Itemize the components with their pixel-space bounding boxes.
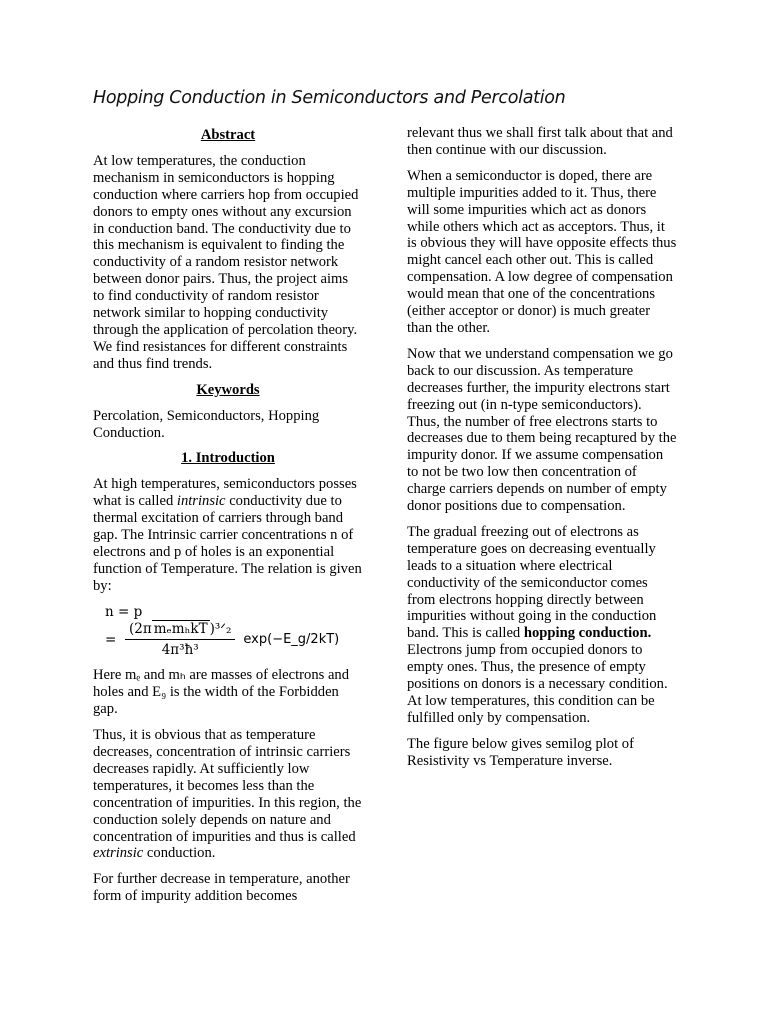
keywords-heading: Keywords — [196, 381, 260, 398]
intro-paragraph-1: At high temperatures, semiconductors posses what is called intrinsic conductivity due to thermal excitation of carriers through band gap. The Intrinsic carrier concentrations n of electrons and p of holes is an exponential function of Temperature. The relation is given by: — [93, 476, 362, 594]
left-column — [93, 125, 363, 914]
equation-line-2 — [105, 621, 363, 660]
intrinsic-emphasis: intrinsic — [176, 493, 226, 510]
hopping-conduction-paragraph: The gradual freezing out of electrons as temperature goes on decreasing eventually leads to a situation where electrical conductivity of the semiconductor comes from electrons hopping directly between impurities without going in the conduction band. This is called hopping conduction. Electrons jump from occupied donors to empty ones. Thus, the presence of empty positions on donors is a necessary condition. At low temperatures, this condition can be fulfilled only by compensation. — [407, 523, 668, 726]
right-column — [407, 125, 677, 779]
equals-sign: = — [105, 631, 117, 648]
equation-line-1: n = p — [105, 603, 143, 620]
fraction-denominator: 4π³ħ³ — [161, 642, 199, 659]
sqrt-term: mₑmₕkT — [153, 620, 208, 637]
hopping-conduction-bold: hopping conduction. — [523, 625, 652, 642]
figure-reference-paragraph: The figure below gives semilog plot of Resistivity vs Temperature inverse. — [407, 735, 634, 769]
intro-paragraph-2: Here mₑ and mₕ are masses of electrons and holes and E₉ is the width of the Forbidden gap. — [93, 667, 350, 718]
intro-paragraph-3: Thus, it is obvious that as temperature decreases, concentration of intrinsic carriers decreases rapidly. At sufficiently low temperatures, it becomes less than the concentration of impurities. In this region, the conduction solely depends on nature and concentration of impurities and thus is called extrinsic conduction. — [93, 727, 362, 862]
equation-fraction — [125, 621, 235, 660]
right-paragraph-1: relevant thus we shall first talk about that and then continue with our discussion. — [407, 125, 673, 158]
keywords-text: Percolation, Semiconductors, Hopping Conduction. — [93, 407, 320, 441]
freezing-out-paragraph: Now that we understand compensation we go back to our discussion. As temperature decreases further, the impurity electrons start freezing out (in n-type semiconductors). Thus, the number of free electrons starts to decreases due to them being recaptured by the impurity donor. If we assume compensation to not be two low then concentration of charge carriers depends on number of empty donor positions due to compensation. — [407, 345, 677, 515]
compensation-paragraph: When a semiconductor is doped, there are multiple impurities added to it. Thus, there will some impurities which act as donors while others which act as acceptors. Thus, it is obvious they will have opposite effects thus might cancel each other out. This is called compensation. A low degree of compensation would mean that one of the concentrations (either acceptor or donor) is much greater than the other. — [407, 167, 677, 336]
fraction-numerator: (2π mₑmₕkT )³ᐟ₂ — [125, 621, 235, 641]
carrier-concentration-equation — [105, 604, 363, 660]
exponential-term: exp(−E_g/2kT) — [243, 631, 340, 647]
abstract-heading: Abstract — [200, 127, 256, 143]
intro-paragraph-4: For further decrease in temperature, another form of impurity addition becomes — [93, 871, 350, 905]
introduction-heading: 1. Introduction — [181, 450, 275, 467]
extrinsic-emphasis: extrinsic — [93, 845, 144, 862]
paper-title: Hopping Conduction in Semiconductors and Percolation — [93, 88, 566, 108]
abstract-text: At low temperatures, the conduction mechanism in semiconductors is hopping conduction where carriers hop from occupied donors to empty ones without any excursion in conduction band. The conductivity due to this mechanism is equivalent to finding the conductivity of a random resistor network between donor pairs. Thus, the project aims to find conductivity of random resistor network similar to hopping conductivity through the application of percolation theory. We find resistances for different constraints and thus find trends. — [93, 152, 359, 372]
